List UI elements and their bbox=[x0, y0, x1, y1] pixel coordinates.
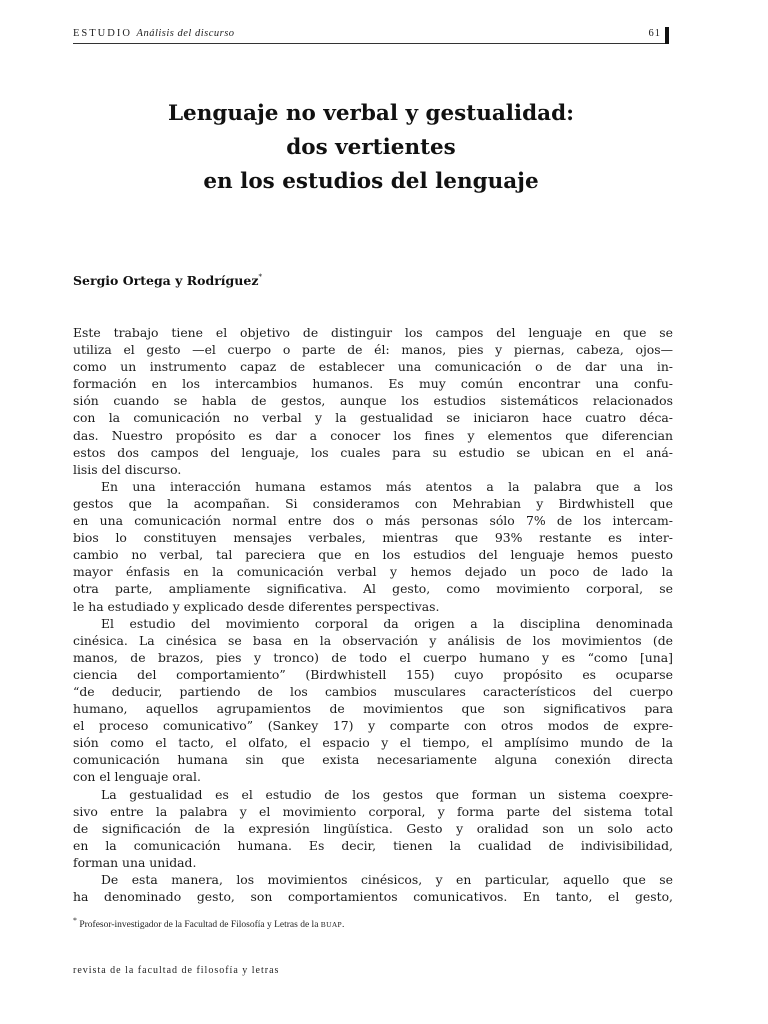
body-line: utiliza el gesto —el cuerpo o parte de él: manos, pies y piernas, cabeza, ojos— bbox=[73, 342, 673, 358]
body-line: Este trabajo tiene el objetivo de distinguir los campos del lenguaje en que se bbox=[73, 325, 673, 340]
title-line: Lenguaje no verbal y gestualidad: bbox=[167, 101, 575, 126]
article-title bbox=[73, 97, 669, 199]
body-line: con la comunicación no verbal y la gestualidad se iniciaron hace cuatro déca- bbox=[73, 410, 673, 426]
header-subsection: Análisis del discurso bbox=[136, 28, 235, 39]
body-line: el proceso comunicativo” (Sankey 17) y comparte con otros modos de expre- bbox=[73, 718, 673, 734]
running-header bbox=[73, 27, 669, 44]
body-line: mayor énfasis en la comunicación verbal y hemos dejado un poco de lado la bbox=[73, 564, 673, 580]
body-line: De esta manera, los movimientos cinésicos, y en particular, aquello que se bbox=[101, 872, 673, 887]
title-line: en los estudios del lenguaje bbox=[203, 169, 539, 194]
body-line: sivo entre la palabra y el movimiento corporal, y forma parte del sistema total bbox=[73, 803, 673, 819]
body-line: otra parte, ampliamente significativa. Al gesto, como movimiento corporal, se bbox=[73, 581, 673, 597]
body-line: en una comunicación normal entre dos o más personas sólo 7% de los intercam- bbox=[73, 513, 673, 529]
body-line: bios lo constituyen mensajes verbales, mientras que 93% restante es inter- bbox=[73, 530, 673, 546]
body-line: ciencia del comportamiento” (Birdwhistell 155) cuyo propósito es ocuparse bbox=[73, 666, 673, 682]
body-line: “de deducir, partiendo de los cambios musculares característicos del cuerpo bbox=[73, 683, 673, 699]
body-line: sión como el tacto, el olfato, el espacio y el tiempo, el amplísimo mundo de la bbox=[73, 735, 673, 751]
body-line: gestos que la acompañan. Si consideramos con Mehrabian y Birdwhistell que bbox=[73, 495, 673, 511]
footnote-marker: * bbox=[258, 273, 262, 281]
page-number: 61 bbox=[648, 28, 661, 39]
body-line: manos, de brazos, pies y tronco) de todo el cuerpo humano y es “como [una] bbox=[73, 649, 673, 665]
body-line: le ha estudiado y explicado desde diferentes perspectivas. bbox=[73, 598, 440, 614]
footnote bbox=[73, 916, 344, 930]
footnote-text: Profesor-investigador de la Facultad de Filosofía y Letras de la bbox=[79, 920, 319, 931]
body-line: cinésica. La cinésica se basa en la observación y análisis de los movimientos (de bbox=[73, 632, 673, 648]
article-body bbox=[73, 324, 673, 905]
body-line: de significación de la expresión lingüística. Gesto y oralidad son un solo acto bbox=[73, 820, 673, 836]
body-line: das. Nuestro propósito es dar a conocer los fines y elementos que diferencian bbox=[73, 427, 673, 443]
body-line: La gestualidad es el estudio de los gestos que forman un sistema coexpre- bbox=[101, 786, 673, 802]
running-footer: revista de la facultad de filosofía y letras bbox=[73, 965, 280, 976]
author-name bbox=[73, 273, 262, 288]
header-section bbox=[73, 28, 235, 39]
body-line: cambio no verbal, tal pareciera que en los estudios del lenguaje hemos puesto bbox=[73, 547, 673, 563]
body-line: lisis del discurso. bbox=[73, 461, 182, 477]
body-line: estos dos campos del lenguaje, los cuales para su estudio se ubican en el aná- bbox=[73, 444, 673, 460]
footnote-mark: * bbox=[73, 916, 77, 925]
body-line: forman una unidad. bbox=[73, 854, 197, 870]
title-line: dos vertientes bbox=[286, 135, 456, 160]
body-line: humano, aquellos agrupamientos de movimientos que son significativos para bbox=[73, 701, 673, 717]
header-section-label: ESTUDIO bbox=[73, 28, 132, 39]
footnote-institution: BUAP bbox=[320, 920, 343, 930]
body-line: El estudio del movimiento corporal da origen a la disciplina denominada bbox=[101, 615, 673, 631]
body-line: comunicación humana sin que exista necesariamente alguna conexión directa bbox=[73, 752, 673, 768]
header-bar-mark bbox=[665, 27, 669, 44]
body-line: En una interacción humana estamos más atentos a la palabra que a los bbox=[101, 478, 673, 494]
body-line: como un instrumento capaz de establecer una comunicación o de dar una in- bbox=[73, 359, 673, 375]
author-name-text: Sergio Ortega y Rodríguez bbox=[73, 273, 259, 288]
body-line: ha denominado gesto, son comportamientos comunicativos. En tanto, el gesto, bbox=[73, 889, 673, 905]
body-line: formación en los intercambios humanos. Es muy común encontrar una confu- bbox=[73, 376, 673, 392]
footnote-end: . bbox=[342, 920, 345, 931]
body-line: con el lenguaje oral. bbox=[73, 769, 201, 785]
body-line: en la comunicación humana. Es decir, tienen la cualidad de indivisibilidad, bbox=[73, 837, 673, 853]
body-line: sión cuando se habla de gestos, aunque los estudios sistemáticos relacionados bbox=[73, 393, 673, 409]
